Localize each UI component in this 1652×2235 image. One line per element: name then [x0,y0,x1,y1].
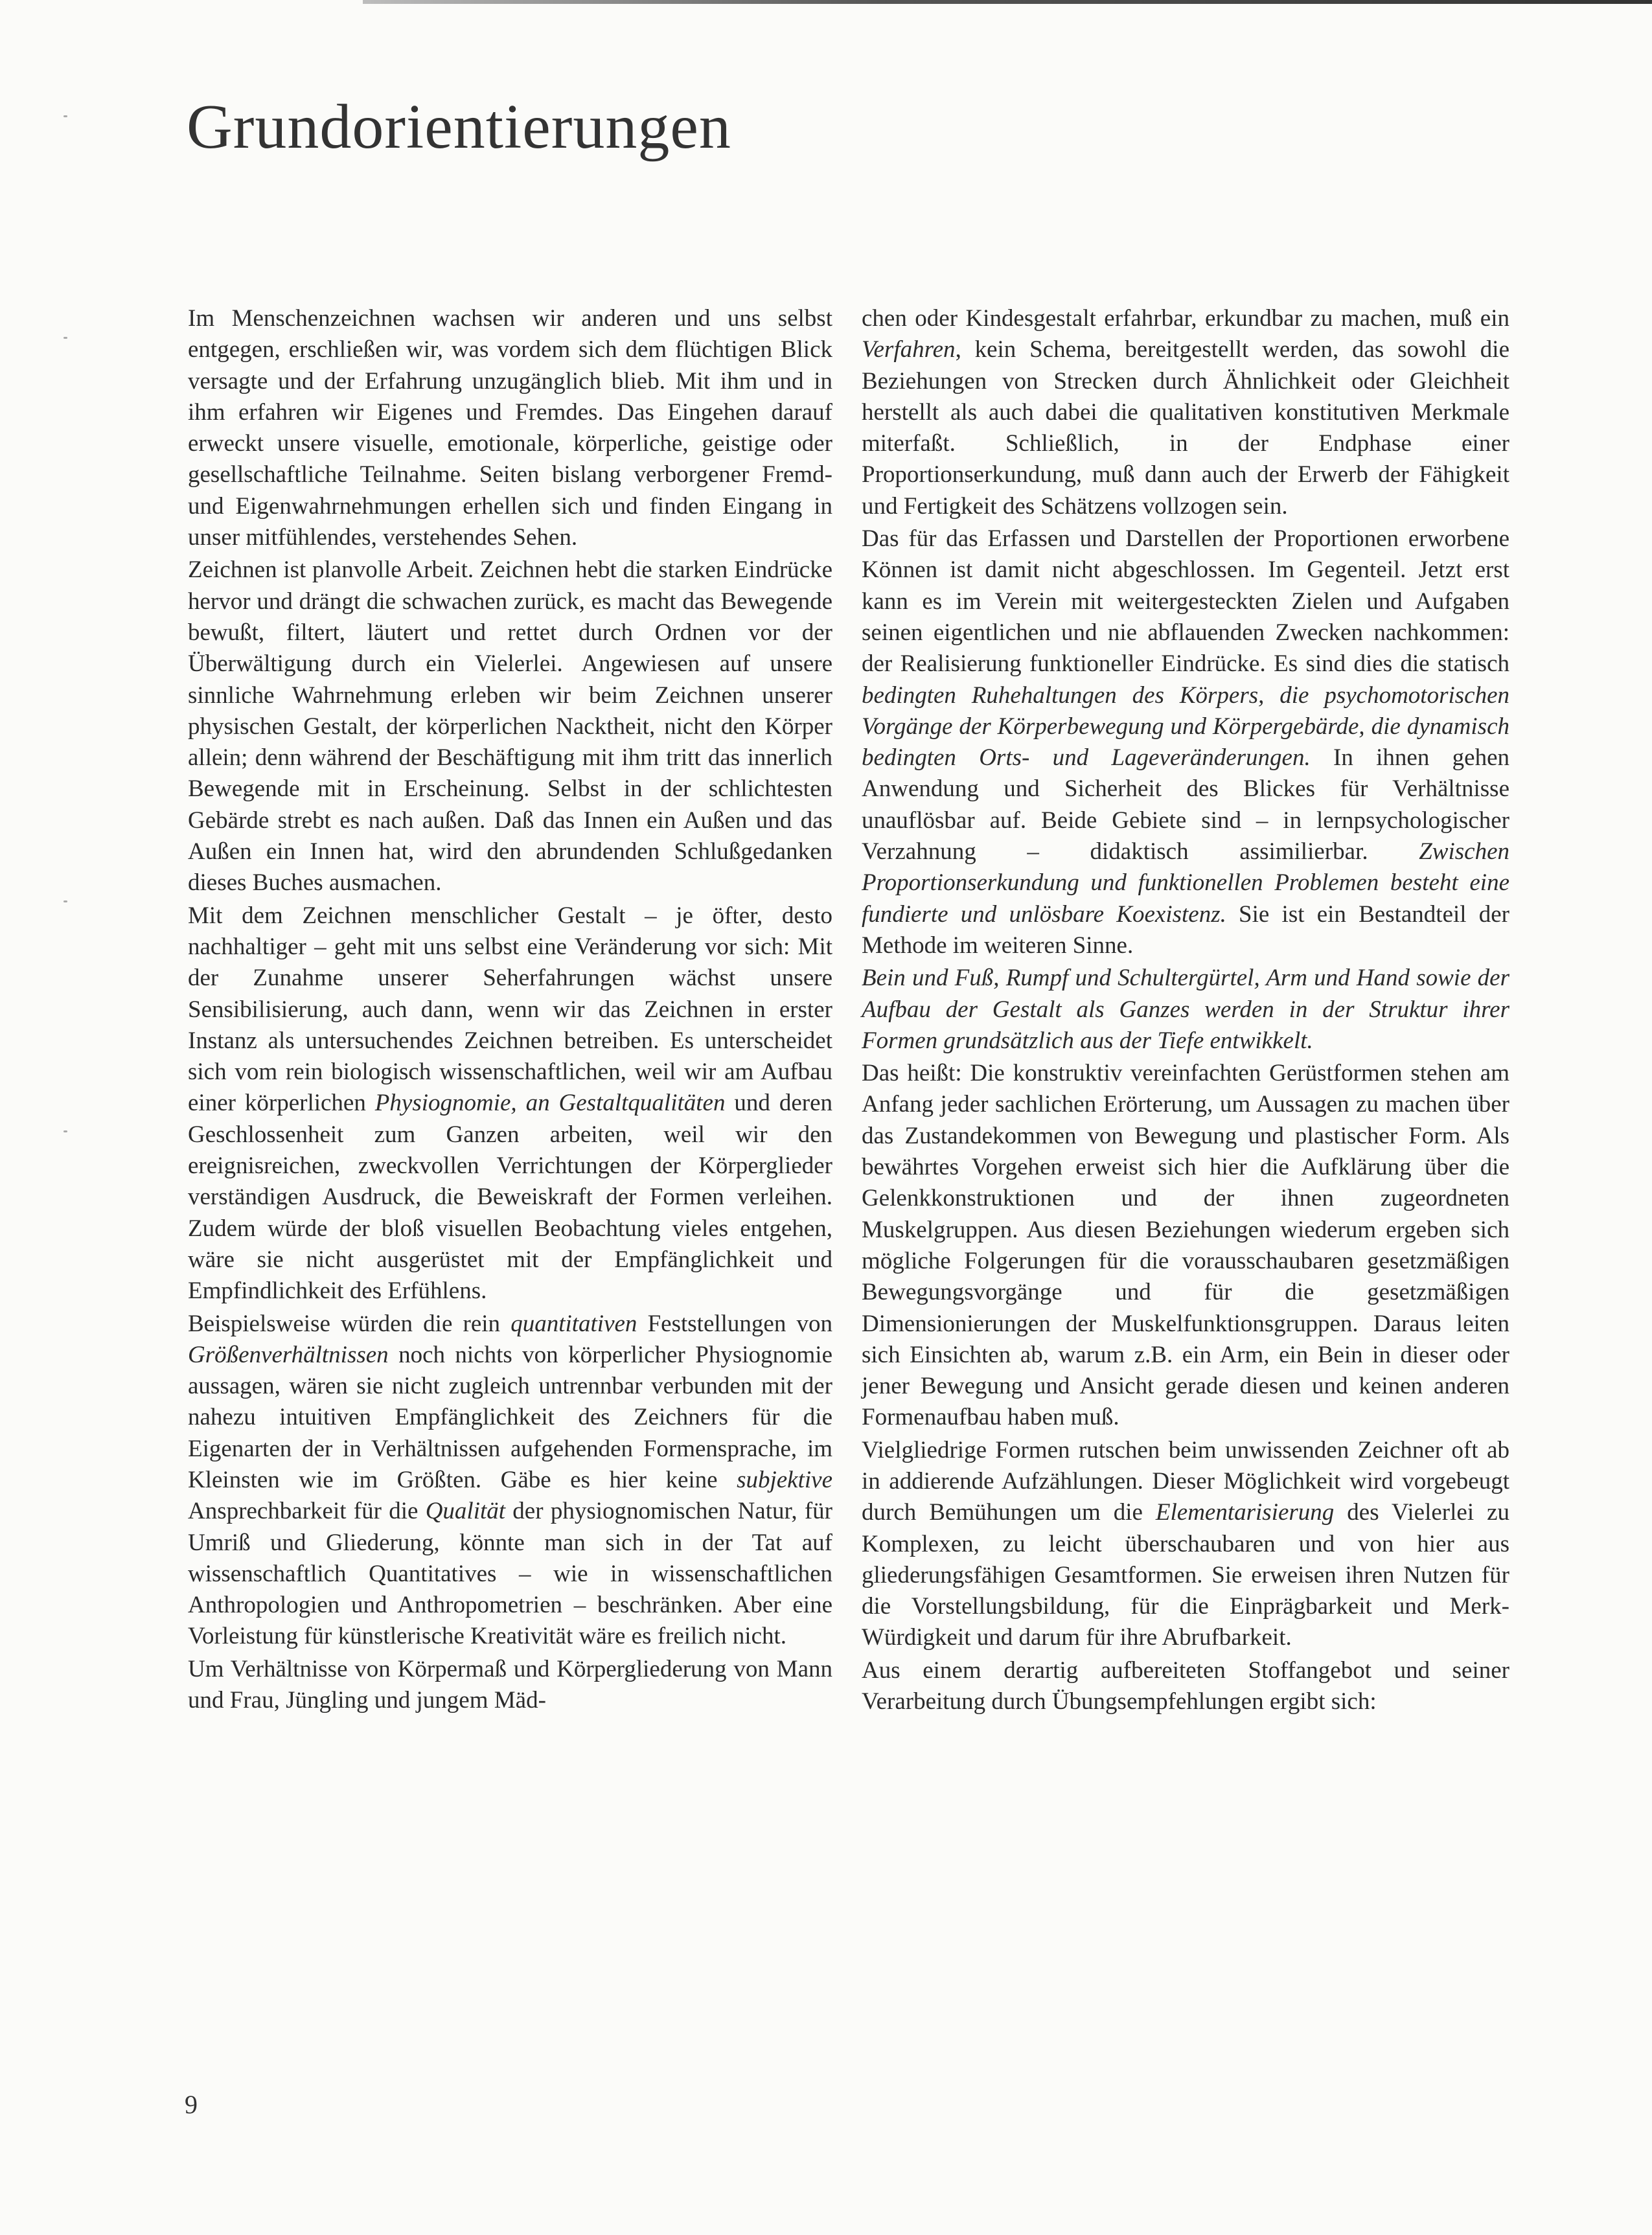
text-run: Im Menschenzeichnen wachsen wir anderen und uns selbst entgegen, erschließen wir, was vordem sich dem flüchtigen Blick versagte und der Erfahrung unzugänglich blieb. Mit ihm und in ihm erfahren wir Eigenes und Fremdes. Das Eingehen darauf erweckt unsere visuelle, emotionale, körperliche, geistige oder gesellschaftliche Teilnahme. Seiten bislang verborgener Fremd- und Eigenwahrnehmungen erhellen sich und finden Eingang in unser mitfühlendes, verstehendes Sehen. [188,305,832,551]
text-run: noch nichts von körperlicher Physiognomie aussagen, wären sie nicht zugleich untrennbar verbunden mit der nahezu intuitiven Empfänglichkeit des Zeichners für die Eigenarten der in Verhältnissen aufgehenden Formensprache, im Kleinsten wie im Größten. Gäbe es hier keine [188,1341,832,1493]
paragraph [188,1309,832,1653]
right-text-column [862,303,1509,1717]
paragraph [862,1058,1509,1434]
italic-text: Größenverhältnissen [188,1341,389,1368]
text-run: Vielgliedrige Formen rutschen beim unwissenden Zeichner oft ab in addierende Aufzählungen. Dieser Möglichkeit wird vorgebeugt durch Bemühungen um die [862,1436,1509,1526]
text-run: , kein Schema, bereitgestellt werden, das sowohl die Beziehungen von Strecken durch Ähnlichkeit oder Gleichheit herstellt als auch dabei die qualitativen konstitutiven Merkmale miterfaßt. Schließlich, in der Endphase einer Proportionserkundung, muß dann auch der Erwerb der Fähigkeit und Fertigkeit des Schätzens vollzogen sein. [862,336,1509,520]
paragraph [862,523,1509,961]
italic-text: Verfahren [862,336,956,363]
margin-mark [63,337,67,339]
page-number: 9 [185,2090,198,2119]
page-title: Grundorientierungen [187,92,731,162]
italic-text: bedingten Ruhehaltungen des Körpers, die psychomotorischen Vorgänge der Körperbewegung und Körpergebärde, die dynamisch bedingten Orts- und Lageveränderungen. [862,682,1509,772]
top-rule [363,0,1652,4]
italic-text: quantitativen [511,1310,637,1337]
text-run: Sie ist ein Bestandteil der Methode im weiteren Sinne. [862,900,1509,959]
text-run: Aus einem derartig aufbereiteten Stoffangebot und seiner Verarbeitung durch Übungsempfehlungen ergibt sich: [862,1656,1509,1715]
paragraph [188,1654,832,1717]
text-run: Feststellungen von [637,1310,832,1337]
text-run: und deren Geschlossenheit zum Ganzen arbeiten, weil wir den ereignisreichen, zweckvollen Verrichtungen der Körperglieder verständigen Ausdruck, die Beweiskraft der Formen verleihen. Zudem würde der bloß visuellen Beobachtung vieles entgehen, wäre sie nicht ausgerüstet mit der Empfänglichkeit und Empfindlichkeit des Erfühlens. [188,1090,833,1305]
margin-mark [63,900,67,902]
text-run: Das heißt: Die konstruktiv vereinfachten Gerüstformen stehen am Anfang jeder sachlichen Erörterung, um Aussagen zu machen über das Zustandekommen von Bewegung und plastischer Form. Als bewährtes Vorgehen erweist sich hier die Aufklärung über die Gelenkkonstruktionen und der ihnen zugeordneten Muskelgruppen. Aus diesen Beziehungen wiederum ergeben sich mögliche Folgerungen für die vorausschaubaren gesetzmäßigen Bewegungsvorgänge und für die gesetzmäßigen Dimensionierungen der Muskelfunktionsgruppen. Daraus leiten sich Einsichten ab, warum z.B. ein Arm, ein Bein in dieser oder jener Bewegung und Ansicht gerade diesen und keinen anderen Formenaufbau haben muß. [862,1060,1509,1431]
text-run: des Vielerlei zu Komplexen, zu leicht überschaubaren und von hier aus gliederungsfähigen Gesamtformen. Sie erweisen ihren Nutzen für die Vorstellungsbildung, für die Einprägbarkeit und Merk-Würdigkeit und darum für ihre Abrufbarkeit. [862,1499,1509,1651]
text-run: Beispielsweise würden die rein [188,1310,511,1337]
italic-text: subjektive [737,1466,832,1493]
paragraph [862,1655,1509,1718]
margin-mark [63,115,67,117]
left-text-column [188,303,832,1716]
margin-mark [63,1130,67,1132]
text-run: der physiognomischen Natur, für Umriß und Gliederung, könnte man sich in der Tat auf wissenschaftlich Quantitatives – wie in wissenschaftlichen Anthropologien und Anthropometrien – beschränken. Aber eine Vorleistung für künstlerische Kreativität wäre es freilich nicht. [188,1498,833,1650]
paragraph [862,963,1509,1057]
italic-text: Physiognomie, an Gestaltqualitäten [374,1090,726,1117]
text-run: Mit dem Zeichnen menschlicher Gestalt – je öfter, desto nachhaltiger – geht mit uns selbst eine Veränderung vor sich: Mit der Zunahme unserer Seherfahrungen wächst unsere Sensibilisierung, auch dann, wenn wir das Zeichnen in erster Instanz als untersuchendes Zeichnen betreiben. Es unterscheidet sich vom rein biologisch wissenschaftlichen, weil wir am Aufbau einer körperlichen [188,902,832,1117]
italic-text: Qualität [425,1498,506,1525]
text-run: Zeichnen ist planvolle Arbeit. Zeichnen hebt die starken Eindrücke hervor und drängt die schwachen zurück, es macht das Bewegende bewußt, filtert, läutert und rettet durch Ordnen vor der Überwältigung durch ein Vielerlei. Angewiesen auf unsere sinnliche Wahrnehmung erleben wir beim Zeichnen unserer physischen Gestalt, der körperlichen Nacktheit, nicht den Körper allein; denn während der Beschäftigung mit ihm tritt das innerlich Bewegende mit in Erscheinung. Selbst in der schlichtesten Gebärde strebt es nach außen. Daß das Innen ein Außen und das Außen ein Innen hat, wird den abrundenden Schlußgedanken dieses Buches ausmachen. [188,556,832,897]
paragraph [188,303,832,553]
paragraph [862,1435,1509,1654]
text-run: In ihnen gehen Anwendung und Sicherheit des Blickes für Verhältnisse unauflösbar auf. Beide Gebiete sind – in lernpsychologischer Verzahnung – didaktisch assimilierbar. [862,744,1510,865]
italic-text: Zwischen Proportionserkundung und funktionellen Problemen besteht eine fundierte und unlösbare Koexistenz. [862,838,1509,928]
text-run: Um Verhältnisse von Körpermaß und Körpergliederung von Mann und Frau, Jüngling und jungem Mäd- [188,1655,832,1714]
paragraph [188,900,832,1307]
italic-text: Elementarisierung [1155,1499,1335,1526]
text-run: chen oder Kindesgestalt erfahrbar, erkundbar zu machen, muß ein [862,305,1509,332]
text-run: Das für das Erfassen und Darstellen der Proportionen erworbene Können ist damit nicht abgeschlossen. Im Gegenteil. Jetzt erst kann es im Verein mit weitergesteckten Zielen und Aufgaben seinen eigentlichen und nie abflauenden Zwecken nachkommen: der Realisierung funktioneller Eindrücke. Es sind dies die statisch [862,525,1509,678]
text-run: Ansprechbarkeit für die [188,1498,426,1525]
italic-text: Bein und Fuß, Rumpf und Schultergürtel, Arm und Hand sowie der Aufbau der Gestalt als Ganzes werden in der Struktur ihrer Formen grundsätzlich aus der Tiefe entwikkelt. [862,965,1509,1054]
paragraph [862,303,1509,522]
paragraph [188,555,832,899]
